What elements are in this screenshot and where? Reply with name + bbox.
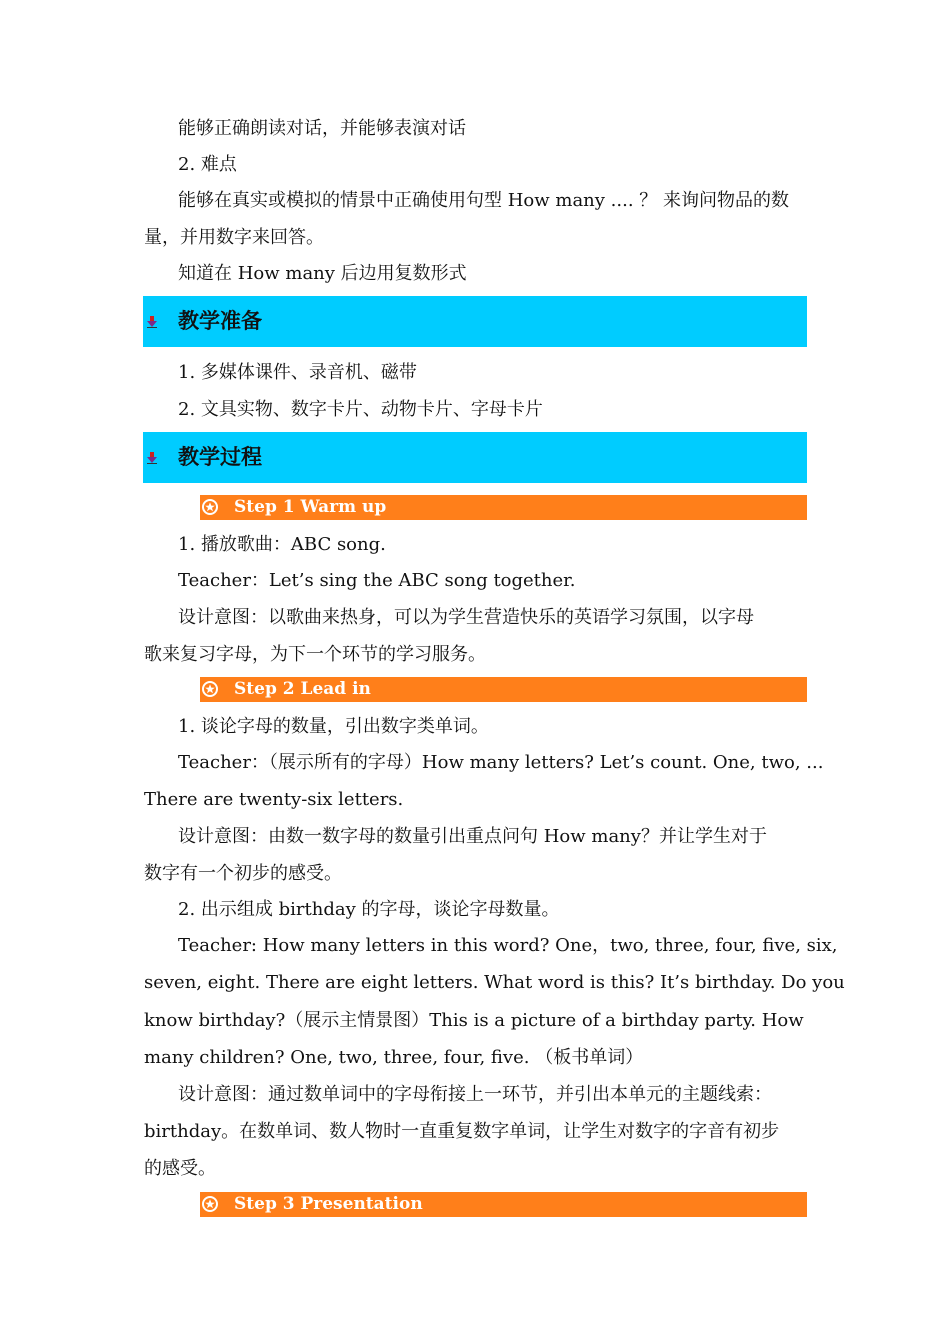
text-line: 能够在真实或模拟的情景中正确使用句型 How many .... ？ 来询问物品的数 <box>178 190 789 211</box>
star-circle-icon <box>202 681 218 697</box>
step-label: Step 2 Lead in <box>234 679 371 699</box>
text-line: 2. 出示组成 birthday 的字母，谈论字母数量。 <box>178 899 560 920</box>
text-line: Teacher：Let’s sing the ABC song together. <box>178 570 576 591</box>
text-line: 能够正确朗读对话，并能够表演对话 <box>178 118 466 139</box>
arrow-bullet-icon <box>147 452 157 464</box>
section-header-process <box>143 432 807 483</box>
text-line: 1. 播放歌曲：ABC song. <box>178 534 386 555</box>
step-header-presentation <box>200 1192 807 1217</box>
step-label: Step 1 Warm up <box>234 497 387 517</box>
star-circle-icon <box>202 499 218 515</box>
text-line: 量，并用数字来回答。 <box>144 227 324 248</box>
text-line: birthday。在数单词、数人物时一直重复数字单词，让学生对数字的字音有初步 <box>144 1121 780 1142</box>
text-line: know birthday?（展示主情景图）This is a picture of a birthday party. How <box>144 1010 804 1031</box>
list-item: 1. 多媒体课件、录音机、磁带 <box>178 362 417 383</box>
list-item: 2. 文具实物、数字卡片、动物卡片、字母卡片 <box>178 399 543 420</box>
text-line: Teacher：（展示所有的字母）How many letters? Let’s count. One, two, ... <box>178 752 824 773</box>
star-circle-icon <box>202 1196 218 1212</box>
arrow-bullet-icon <box>147 316 157 328</box>
text-line: 设计意图：以歌曲来热身，可以为学生营造快乐的英语学习氛围，以字母 <box>178 607 754 628</box>
text-line: 的感受。 <box>144 1158 216 1179</box>
section-header-preparation <box>143 296 807 347</box>
text-line: seven, eight. There are eight letters. What word is this? It’s birthday. Do you <box>144 972 845 993</box>
section-title: 教学准备 <box>178 309 262 333</box>
text-line: many children? One, two, three, four, five. （板书单词） <box>144 1047 644 1068</box>
text-line: 知道在 How many 后边用复数形式 <box>178 263 467 284</box>
text-line: 数字有一个初步的感受。 <box>144 863 342 884</box>
text-line: 歌来复习字母，为下一个环节的学习服务。 <box>144 644 486 665</box>
step-header-warm-up <box>200 495 807 520</box>
step-label: Step 3 Presentation <box>234 1194 423 1214</box>
step-header-lead-in <box>200 677 807 702</box>
text-line: 设计意图：通过数单词中的字母衔接上一环节，并引出本单元的主题线索： <box>178 1084 772 1105</box>
text-line: Teacher: How many letters in this word? One，two, three, four, five, six, <box>178 935 838 956</box>
text-line: 1. 谈论字母的数量，引出数字类单词。 <box>178 716 489 737</box>
text-line: 设计意图：由数一数字母的数量引出重点问句 How many？并让学生对于 <box>178 826 767 847</box>
subheading-difficulty: 2. 难点 <box>178 154 237 175</box>
text-line: There are twenty-six letters. <box>144 789 404 810</box>
section-title: 教学过程 <box>178 445 262 469</box>
